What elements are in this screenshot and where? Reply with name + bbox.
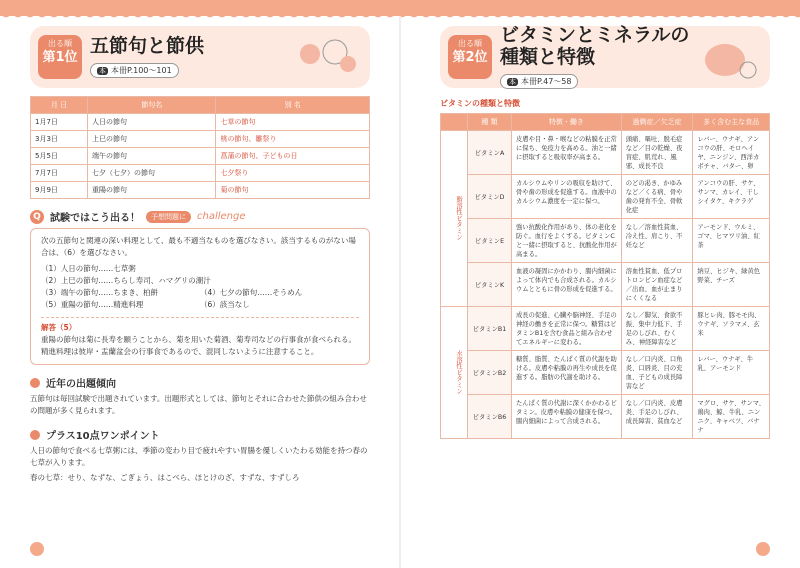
vitamin-table: 種 類 特徴・働き 過剰症／欠乏症 多く含む主な食品 脂溶性ビタミン ビタミンA 皮膚や目・鼻・喉などの粘膜を正常に保ち、免疫力を高める。油と一緒に摂取すると吸収率が高まる。 頭痛、嘔吐、脱毛症など／目の乾燥、夜盲症、肌荒れ、風邪、成長不良 レバー、ウナギ、アンコウの肝、モロヘイヤ、ニンジン、西洋カボチャ、バター、卵 ビタミンD カルシウムやリンの吸収を助けて、骨や歯の形成を促進する。血液中のカルシウム濃度を一定に保つ。 のどの渇き、かゆみなど／くる病、骨や歯の発育不全、骨軟化症 アンコウの肝、サケ、サンマ、カレイ、干しシイタケ、キクラゲ ビタミンE 強い抗酸化作用があり、体の老化を防ぐ。血行をよくする。ビタミンCと一緒に摂取すると、抗酸化作用が高まる。 なし／溶血性貧血、冷え性、肩こり、不妊など アーモンド、ウルミ、ゴマ、ヒマワリ油、紅茶 ビタミンK 血液の凝固にかかわり、腸内細菌によって体内でも合成される。カルシウムとともに骨の形成を促進する。 溶血性貧血、低プロトロンビン血症など／出血、血が止まりにくくなる 納豆、ヒジキ、緑黄色野菜、チーズ 水溶性ビタミン ビタミンB1 成長の促進、心臓や脳神経、手足の神経の働きを正常に保つ。糖質はビタミンB1を含む食品と組み合わせてエネルギーに変わる。 なし／脚気、食欲不振、集中力低下、手足のしびれ、むくみ、神経障害など 豚ヒレ肉、豚モモ肉、ウナギ、ソラマメ、玄米 ビタミンB2 糖質、脂質、たんぱく質の代謝を助ける。皮膚や粘膜の再生や成長を促進する。脂肪の代謝を助ける。 なし／口内炎、口角炎、口唇炎、目の充血、子どもの成長障害など レバー、ウナギ、牛乳、アーモンド ビタミンB6 たんぱく質の代謝に深くかかわるビタミン。皮膚や粘膜の健康を保つ。腸内細菌によって合成される。 なし／口内炎、皮膚炎、手足のしびれ、成長障害、貧血など マグロ、サケ、サンマ、鶏肉、鯨、牛乳、ニンニク、キャベツ、バナナ bbox=[440, 113, 770, 439]
section-subtitle: ビタミンの種類と特徴 bbox=[440, 99, 520, 108]
top-border bbox=[0, 0, 800, 16]
vegetable-illustration-icon bbox=[690, 32, 760, 82]
col-name: 節句名 bbox=[87, 97, 216, 114]
q-icon: Q bbox=[30, 210, 44, 224]
answer: 解答（5） 重陽の節句は菊に長寿を願うことから、菊を用いた菊酒、菊寿司などの行事食が食べられる。精進料理は彼岸・盂蘭盆会の行事食であるので、混同しないように注意すること。 bbox=[41, 317, 359, 358]
table-row: ビタミンB6 たんぱく質の代謝に深くかかわるビタミン。皮膚や粘膜の健康を保つ。腸内細菌によって合成される。 なし／口内炎、皮膚炎、手足のしびれ、成長障害、貧血など マグロ、サケ、サンマ、鶏肉、鯨、牛乳、ニンニク、キャベツ、バナナ bbox=[441, 395, 770, 439]
trend-heading: 近年の出題傾向 bbox=[30, 375, 370, 390]
question-box: 次の五節句と関連の深い料理として、最も不適当なものを選びなさい。該当するものがない場合は、（6）を選びなさい。 （1）人日の節句……七草粥 （2）上巳の節句……ちらし寿司、ハマグリの潮汁 （3）端午の節句……ちまき、柏餅 （4）七夕の節句……そうめん （5）重陽の節句……精進料理 （6）該当なし 解答（5） 重陽の節句は菊に長寿を願うことから、菊を用いた菊酒、菊寿司などの行事食が食べられる。精進料理は彼岸・盂蘭盆会の行事食であるので、混同しないように注意すること。 bbox=[30, 228, 370, 365]
table-row: 脂溶性ビタミン ビタミンA 皮膚や目・鼻・喉などの粘膜を正常に保ち、免疫力を高める。油と一緒に摂取すると吸収率が高まる。 頭痛、嘔吐、脱毛症など／目の乾燥、夜盲症、肌荒れ、風邪、成長不良 レバー、ウナギ、アンコウの肝、モロヘイヤ、ニンジン、西洋カボチャ、バター、卵 bbox=[441, 131, 770, 175]
reference-tag: 本 本冊P.100〜101 bbox=[90, 63, 179, 78]
exam-question-heading: Q 試験ではこう出る！ 予想問題に challenge bbox=[30, 209, 370, 224]
left-header bbox=[30, 26, 370, 88]
col-date: 月 日 bbox=[31, 97, 88, 114]
table-row: 9月9日 重陽の節句 菊の節句 bbox=[31, 182, 370, 199]
right-page bbox=[440, 26, 770, 439]
rank-badge: 出る順 第1位 bbox=[38, 35, 82, 79]
table-row: 水溶性ビタミン ビタミンB1 成長の促進、心臓や脳神経、手足の神経の働きを正常に保つ。糖質はビタミンB1を含む食品と組み合わせてエネルギーに変わる。 なし／脚気、食欲不振、集中力低下、手足のしびれ、むくみ、神経障害など 豚ヒレ肉、豚モモ肉、ウナギ、ソラマメ、玄米 bbox=[441, 307, 770, 351]
col-alias: 別 名 bbox=[216, 97, 370, 114]
table-row: ビタミンE 強い抗酸化作用があり、体の老化を防ぐ。血行をよくする。ビタミンCと一緒に摂取すると、抗酸化作用が高まる。 なし／溶血性貧血、冷え性、肩こり、不妊など アーモンド、ウルミ、ゴマ、ヒマワリ油、紅茶 bbox=[441, 219, 770, 263]
table-row: 3月3日 上巳の節句 桃の節句、雛祭り bbox=[31, 131, 370, 148]
table-row: 5月5日 端午の節句 菖蒲の節句、子どもの日 bbox=[31, 148, 370, 165]
table-row: ビタミンK 血液の凝固にかかわり、腸内細菌によって体内でも合成される。カルシウムとともに骨の形成を促進する。 溶血性貧血、低プロトロンビン血症など／出血、血が止まりにくくなる 納豆、ヒジキ、緑黄色野菜、チーズ bbox=[441, 263, 770, 307]
page-number-right bbox=[756, 542, 770, 556]
book-icon: 本 bbox=[509, 77, 516, 86]
table-row: 7月7日 七夕（七夕）の節句 七夕祭り bbox=[31, 165, 370, 182]
page-title: 五節句と節供 bbox=[90, 35, 205, 58]
book-icon: 本 bbox=[99, 66, 106, 75]
rank-badge: 出る順 第2位 bbox=[448, 35, 492, 79]
table-row: ビタミンB2 糖質、脂質、たんぱく質の代謝を助ける。皮膚や粘膜の再生や成長を促進する。脂肪の代謝を助ける。 なし／口内炎、口角炎、口唇炎、目の充血、子どもの成長障害など レバー、ウナギ、牛乳、アーモンド bbox=[441, 351, 770, 395]
flower-illustration-icon bbox=[290, 32, 360, 82]
reference-tag: 本 本冊P.47〜58 bbox=[500, 74, 578, 89]
book-spine bbox=[399, 16, 401, 568]
table-row: 1月7日 人日の節句 七草の節句 bbox=[31, 114, 370, 131]
right-header bbox=[440, 26, 770, 88]
page-number-left bbox=[30, 542, 44, 556]
left-page: 出る順 第1位 五節句と節供 本 本冊P.100〜101 月 日 節句名 別 名 1月7日 人日の節句 七草の節句 3月3日 上巳の節句 桃の節句、雛祭り 5月5日 端午の節句 菖蒲の節句、子どもの日 7月7日 七夕（七夕）の節句 七夕祭り 9月9日 重陽の節句 菊の節句 Q 試験ではこう出る！ 予想問題に challenge 次の五節句と関連の深い料理として、最も不適当なものを選びなさい。該当するものがない場合は、（6）を選びなさい。 （1）人日の節句……七草粥 （2）上巳の節句……ちらし寿司、ハマグリの潮汁 （3）端午の節句……ちまき、柏餅 （4）七夕の節句……そうめん （5）重陽の節句……精進料理 （6）該当なし 解答（5） 重陽の節句は菊に長寿を願うことから、菊を用いた菊酒、菊寿司などの行事食が食べられる。精進料理は彼岸・盂蘭盆会の行事食であるので、混同しないように注意すること。 近年の出題傾向 五節句は毎回試験で出題されています。出題形式としては、節句とそれに合わせた節供の組み合わせの問題が多く見られます。 プラス10点ワンポイント 人日の節句で食べる七草粥には、季節の変わり目で疲れやすい胃腸を優しくいたわる効能を持つ春の七草が入ります。 春の七草：せり、なずな、ごぎょう、はこべら、ほとけのざ、すずな、すずしろ bbox=[30, 26, 370, 484]
point-heading: プラス10点ワンポイント bbox=[30, 427, 370, 442]
page-title: ビタミンとミネラルの 種類と特徴 bbox=[500, 24, 690, 68]
sekku-table bbox=[30, 96, 370, 199]
table-row: ビタミンD カルシウムやリンの吸収を助けて、骨や歯の形成を促進する。血液中のカルシウム濃度を一定に保つ。 のどの渇き、かゆみなど／くる病、骨や歯の発育不全、骨軟化症 アンコウの肝、サケ、サンマ、カレイ、干しシイタケ、キクラゲ bbox=[441, 175, 770, 219]
